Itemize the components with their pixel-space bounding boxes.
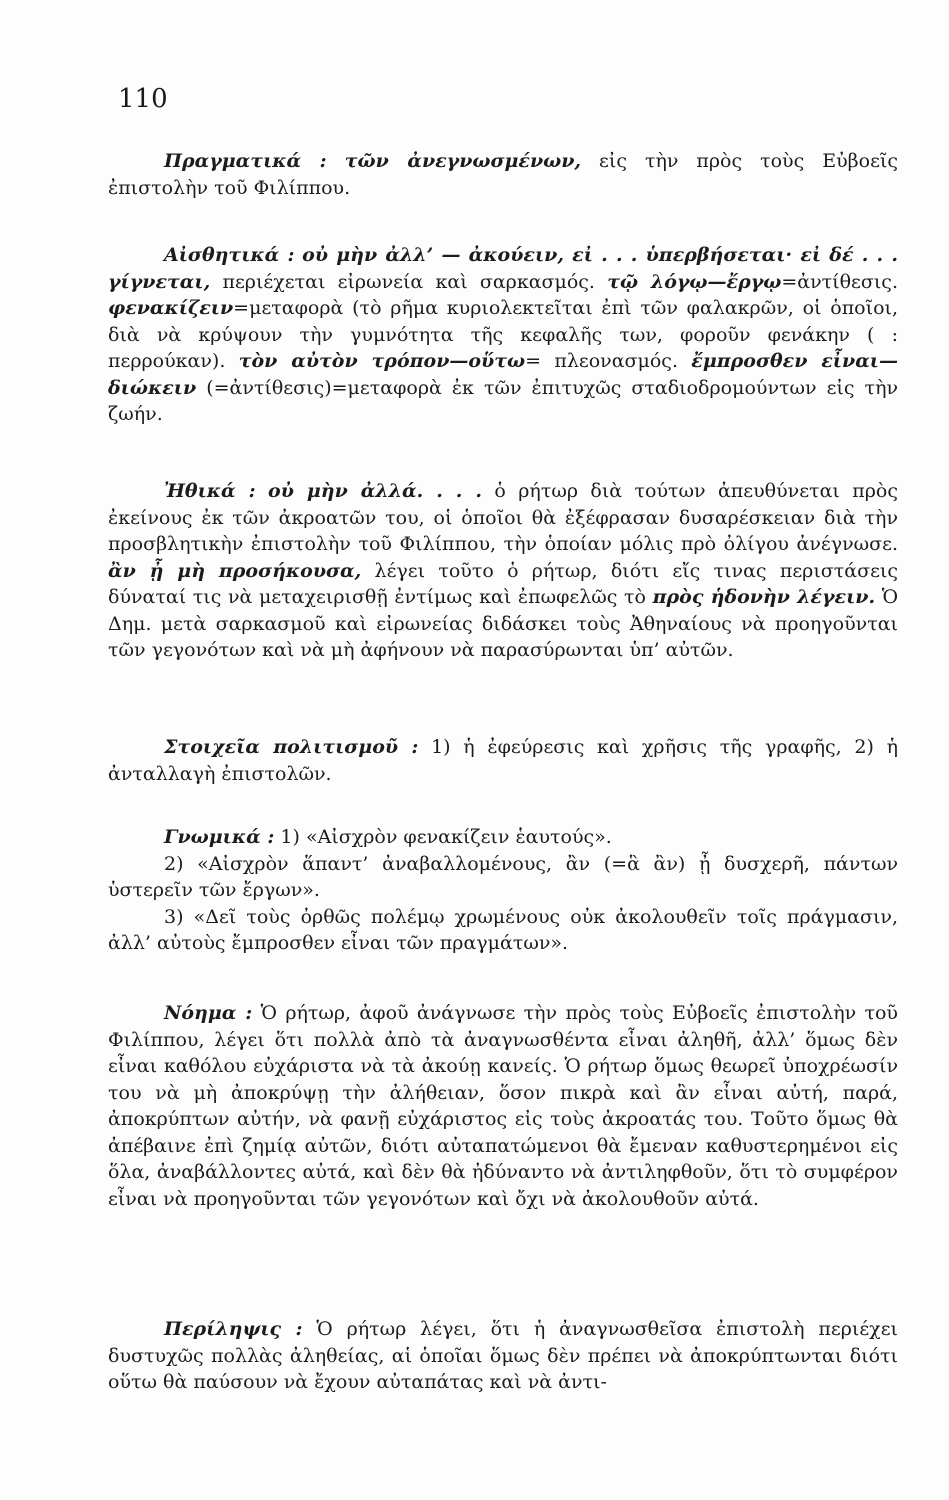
list-item: 2) «Αἰσχρὸν ἅπαντ’ ἀναβαλλομένους, ἂν (=ἃ ἂν) ᾖ δυσχερῆ, πάντων ὑστερεῖν τῶν ἔργων». [108, 852, 898, 901]
paragraph-text: =ἀντίθεσις. [781, 270, 898, 293]
term: ἔμπροσθεν εἶναι—διώκειν [108, 350, 899, 399]
paragraph-text: 1) ἡ ἐφεύρεσις καὶ χρῆσις τῆς γραφῆς, 2) ἡ ἀνταλλαγὴ ἐπιστολῶν. [108, 736, 899, 785]
section-title: Πραγματικά : [164, 150, 327, 172]
page-number: 110 [118, 84, 168, 114]
section-title: Νόημα : [164, 1002, 253, 1024]
section-perilipsis [108, 1316, 898, 1396]
term: φενακίζειν [108, 297, 234, 319]
paragraph-text: λέγει τοῦτο ὁ ρήτωρ, διότι εἴς τινας περιστάσεις δύναταί τις νὰ μεταχειρισθῇ ἐντίμως καὶ ἐπωφελῶς τὸ [108, 559, 899, 608]
term: οὐ μὴν ἀλλά. . . . [268, 480, 483, 502]
paragraph-text: Ὁ ρήτωρ, ἀφοῦ ἀνάγνωσε τὴν πρὸς τοὺς Εὐβοεῖς ἐπιστολὴν τοῦ Φιλίππου, λέγει ὅτι πολλὰ ἀπὸ τὰ ἀναγνωσθέντα εἶναι ἀληθῆ, ἀλλ’ ὅμως δὲν εἶναι καθόλου εὐχάριστα νὰ τὰ ἀκούῃ κανείς. Ὁ ρήτωρ ὅμως θεωρεῖ ὑποχρέωσίν του νὰ μὴ ἀποκρύψῃ τὴν ἀλήθειαν, ὅσον πικρὰ καὶ ἂν εἶναι αὐτή, παρά, ἀποκρύπτων αὐτήν, νὰ φανῇ εὐχάριστος εἰς τοὺς ἀκροατάς του. Τοῦτο ὅμως θὰ ἀπέβαινε ἐπὶ ζημίᾳ αὐτῶν, διότι αὐταπατώμενοι θὰ ἔμεναν καθυστερημένοι εἰς ὅλα, ἀναβάλλοντες αὐτά, καὶ δὲν θὰ ἠδύναντο νὰ ἀντιληφθοῦν, ὅτι τὸ συμφέρον εἶναι νὰ προηγοῦνται τῶν γεγονότων καὶ ὄχι νὰ ἀκολουθοῦν αὐτά. [108, 1002, 898, 1210]
paragraph-text: =μεταφορὰ (τὸ ρῆμα κυριολεκτεῖται ἐπὶ τῶν φαλακρῶν, οἱ ὁποῖοι, διὰ νὰ κρύψουν τὴν γυμνότητα τῆς κεφαλῆς των, φοροῦν φενάκην ( : περρούκαν). [108, 297, 898, 372]
list-item: 3) «Δεῖ τοὺς ὀρθῶς πολέμῳ χρωμένους οὐκ ἀκολουθεῖν τοῖς πράγμασιν, ἀλλ’ αὐτοὺς ἔμπροσθεν εἶναι τῶν πραγμάτων». [108, 905, 898, 954]
section-ithika [108, 478, 898, 664]
section-gnomika [108, 824, 898, 957]
section-title: Γνωμικά : [164, 826, 275, 848]
term: τῷ λόγῳ—ἔργῳ [607, 270, 782, 293]
section-title: Περίληψις : [164, 1318, 303, 1340]
term: οὐ μὴν ἀλλ’ — ἀκούειν, εἰ . . . ὑπερβήσεται· εἰ δέ . . . γίγνεται, [108, 244, 899, 293]
section-title: Ἠθικά : [164, 480, 256, 502]
section-aisthitika [108, 242, 898, 428]
section-title: Αἰσθητικά : [164, 244, 295, 266]
paragraph-text: ὁ ρήτωρ διὰ τούτων ἀπευθύνεται πρὸς ἐκείνους ἐκ τῶν ἀκροατῶν του, οἱ ὁποῖοι θὰ ἐξέφρασαν δυσαρέσκειαν διὰ τὴν προσβλητικὴν ἐπιστολὴν τοῦ Φιλίππου, τὴν ὁποίαν μόλις πρὸ ὀλίγου ἀνέγνωσε. [108, 480, 898, 555]
section-noima [108, 1000, 898, 1212]
section-title: Στοιχεῖα πολιτισμοῦ : [164, 736, 419, 758]
term: τῶν ἀνεγνωσμένων, [344, 150, 582, 172]
term: ἂν ᾖ μὴ προσήκουσα, [108, 559, 362, 582]
section-stoixeia [108, 734, 898, 787]
paragraph-text: = πλεονασμός. [525, 350, 678, 372]
term: πρὸς ἡδονὴν λέγειν. [652, 586, 876, 608]
paragraph-text: περιέχεται εἰρωνεία καὶ σαρκασμός. [222, 270, 595, 293]
paragraph-text: Ὁ Δημ. μετὰ σαρκασμοῦ καὶ εἰρωνείας διδάσκει τοὺς Ἀθηναίους νὰ προηγοῦνται τῶν γεγονότων καὶ νὰ μὴ ἀφήνουν νὰ παρασύρωνται ὑπ’ αὐτῶν. [108, 586, 899, 661]
section-pragmatika [108, 148, 898, 201]
paragraph-text: εἰς τὴν πρὸς τοὺς Εὐβοεῖς ἐπιστολὴν τοῦ Φιλίππου. [108, 150, 899, 199]
paragraph-text: Ὁ ρήτωρ λέγει, ὅτι ἡ ἀναγνωσθεῖσα ἐπιστολὴ περιέχει δυστυχῶς πολλὰς ἀληθείας, αἱ ὁποῖαι ὅμως δὲν πρέπει νὰ ἀποκρύπτωνται διότι οὕτω θὰ παύσουν νὰ ἔχουν αὐταπάτας καὶ νὰ ἀντι- [108, 1318, 898, 1393]
term: τὸν αὐτὸν τρόπον—οὕτω [238, 350, 526, 372]
list-item: Γνωμικά : 1) «Αἰσχρὸν φενακίζειν ἑαυτούς». [164, 826, 612, 848]
paragraph-text: (=ἀντίθεσις)=μεταφορὰ ἐκ τῶν ἐπιτυχῶς σταδιοδρομούντων εἰς τὴν ζωήν. [108, 376, 898, 425]
